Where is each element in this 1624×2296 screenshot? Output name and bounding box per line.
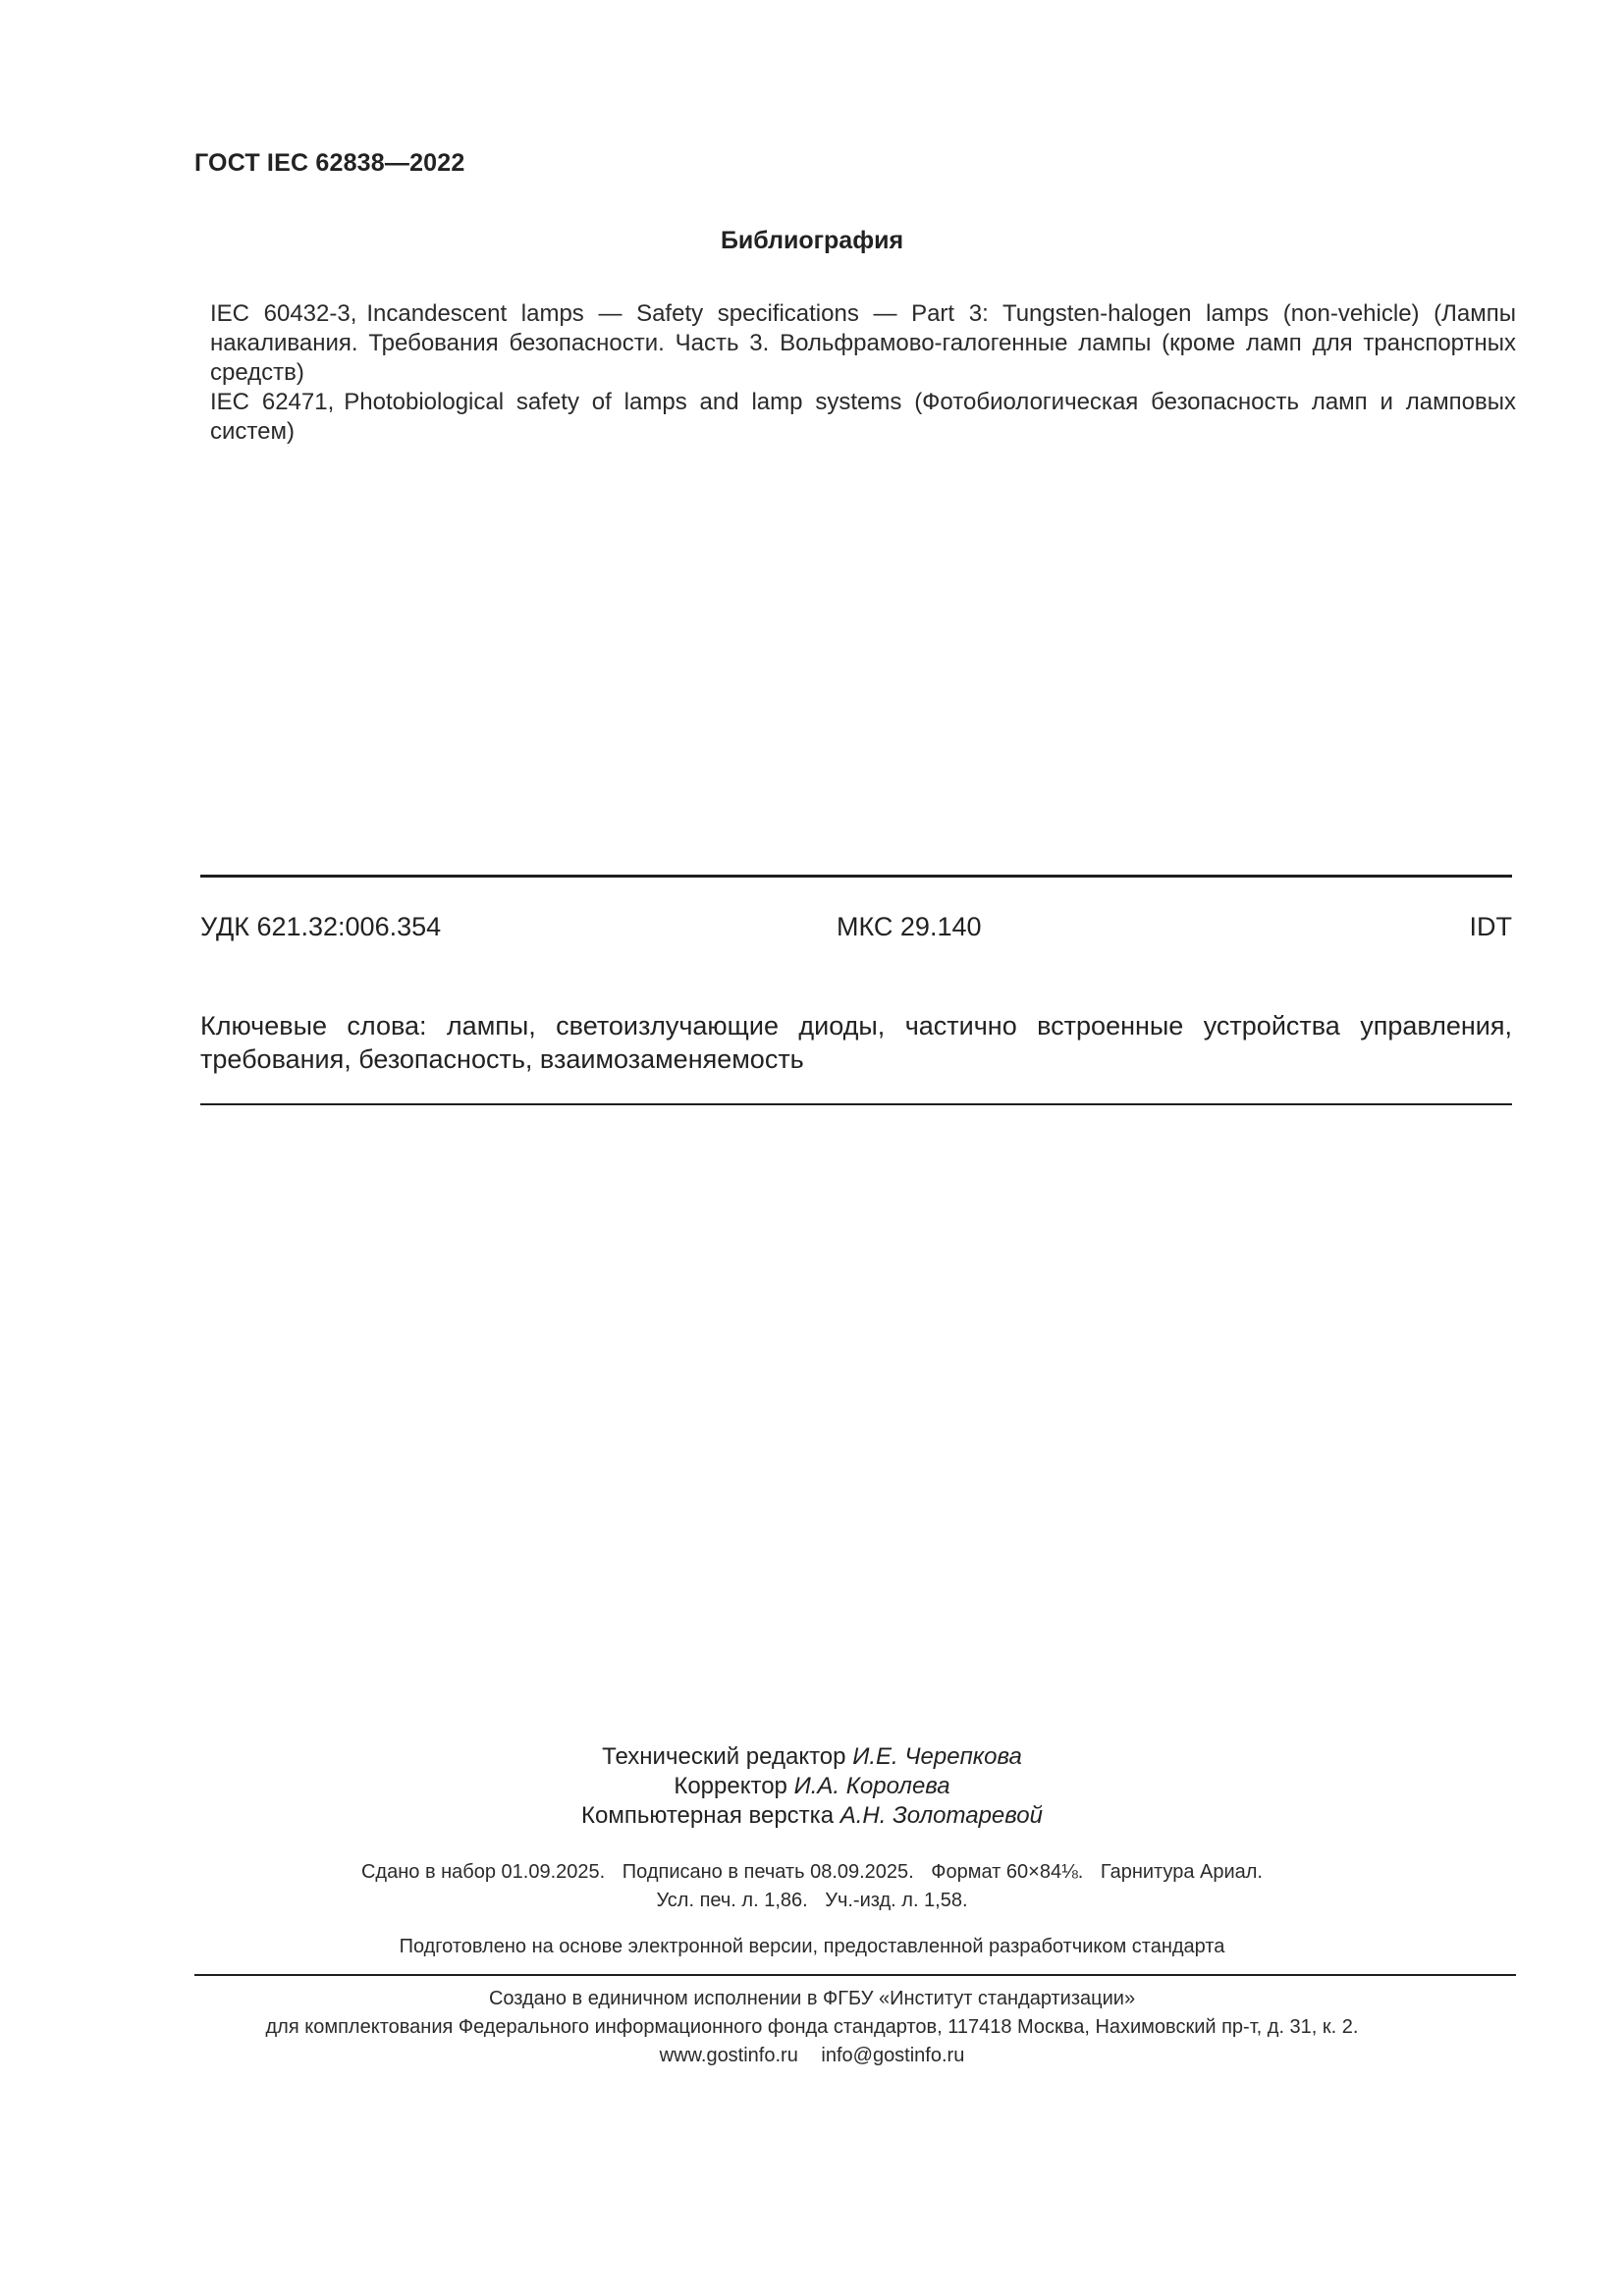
mks-code: МКС 29.140 <box>837 912 982 941</box>
bibliography-title: Библиография <box>720 227 904 254</box>
corrector-line <box>0 1772 1624 1801</box>
classification-row <box>200 912 1512 942</box>
email-link[interactable]: info@gostinfo.ru <box>821 2045 965 2066</box>
prepared-note: Подготовлено на основе электронной версии, предоставленной разработчиком стандарта <box>399 1936 1225 1957</box>
print-sheets: Усл. печ. л. 1,86. <box>656 1890 808 1911</box>
bibliography-entry <box>210 388 1516 447</box>
signed-date: Подписано в печать 08.09.2025. <box>622 1861 914 1883</box>
divider-top <box>200 875 1512 878</box>
bibliography-text: Photobiological safety of lamps and lamp systems (Фотобиологическая безопасность ламп и ламповых систем) <box>210 389 1516 445</box>
paper-format: Формат 60×84⅛. <box>931 1861 1084 1883</box>
tech-editor-name: И.Е. Черепкова <box>852 1743 1022 1770</box>
publisher-contacts <box>0 2042 1624 2070</box>
layout-name: А.Н. Золотаревой <box>839 1802 1043 1829</box>
divider-bottom <box>194 1974 1516 1976</box>
bibliography-ref: IEC 62471, <box>210 389 335 415</box>
tech-editor-line <box>0 1742 1624 1772</box>
website-link[interactable]: www.gostinfo.ru <box>659 2045 798 2066</box>
print-info <box>0 1858 1624 1915</box>
bibliography-entry <box>210 299 1516 388</box>
typeface: Гарнитура Ариал. <box>1100 1861 1263 1883</box>
layout-line <box>0 1801 1624 1831</box>
bibliography-ref: IEC 60432-3, <box>210 300 357 327</box>
typeset-date: Сдано в набор 01.09.2025. <box>360 1861 606 1883</box>
corrector-name: И.А. Королева <box>793 1773 950 1799</box>
publisher-line-2: для комплектования Федерального информационного фонда стандартов, 117418 Москва, Нахимовский пр-т, д. 31, к. 2. <box>265 2016 1359 2038</box>
divider-keywords <box>200 1103 1512 1105</box>
publisher-line-1: Создано в единичном исполнении в ФГБУ «Институт стандартизации» <box>488 1988 1136 2009</box>
bibliography-text: Incandescent lamps — Safety specifications — Part 3: Tungsten-halogen lamps (non-vehicle) (Лампы накаливания. Требования безопасности. Часть 3. Вольфрамово-галогенные лампы (кроме ламп для транспортных средств) <box>210 300 1517 386</box>
layout-label: Компьютерная верстка <box>581 1802 835 1829</box>
keywords: Ключевые слова: лампы, светоизлучающие диоды, частично встроенные устройства управления, требования, безопасность, взаимозаменяемость <box>200 1011 1512 1074</box>
document-code: ГОСТ IEC 62838—2022 <box>194 149 465 177</box>
publisher-info <box>0 1985 1624 2070</box>
publishing-sheets: Уч.-изд. л. 1,58. <box>825 1890 968 1911</box>
bibliography-list <box>210 299 1516 447</box>
print-info-line-2 <box>0 1887 1624 1915</box>
idt-code: IDT <box>1469 912 1512 941</box>
tech-editor-label: Технический редактор <box>602 1743 846 1770</box>
staff-credits <box>0 1742 1624 1831</box>
print-info-line-1 <box>0 1858 1624 1887</box>
udk-code: УДК 621.32:006.354 <box>200 912 442 941</box>
corrector-label: Корректор <box>674 1773 787 1799</box>
